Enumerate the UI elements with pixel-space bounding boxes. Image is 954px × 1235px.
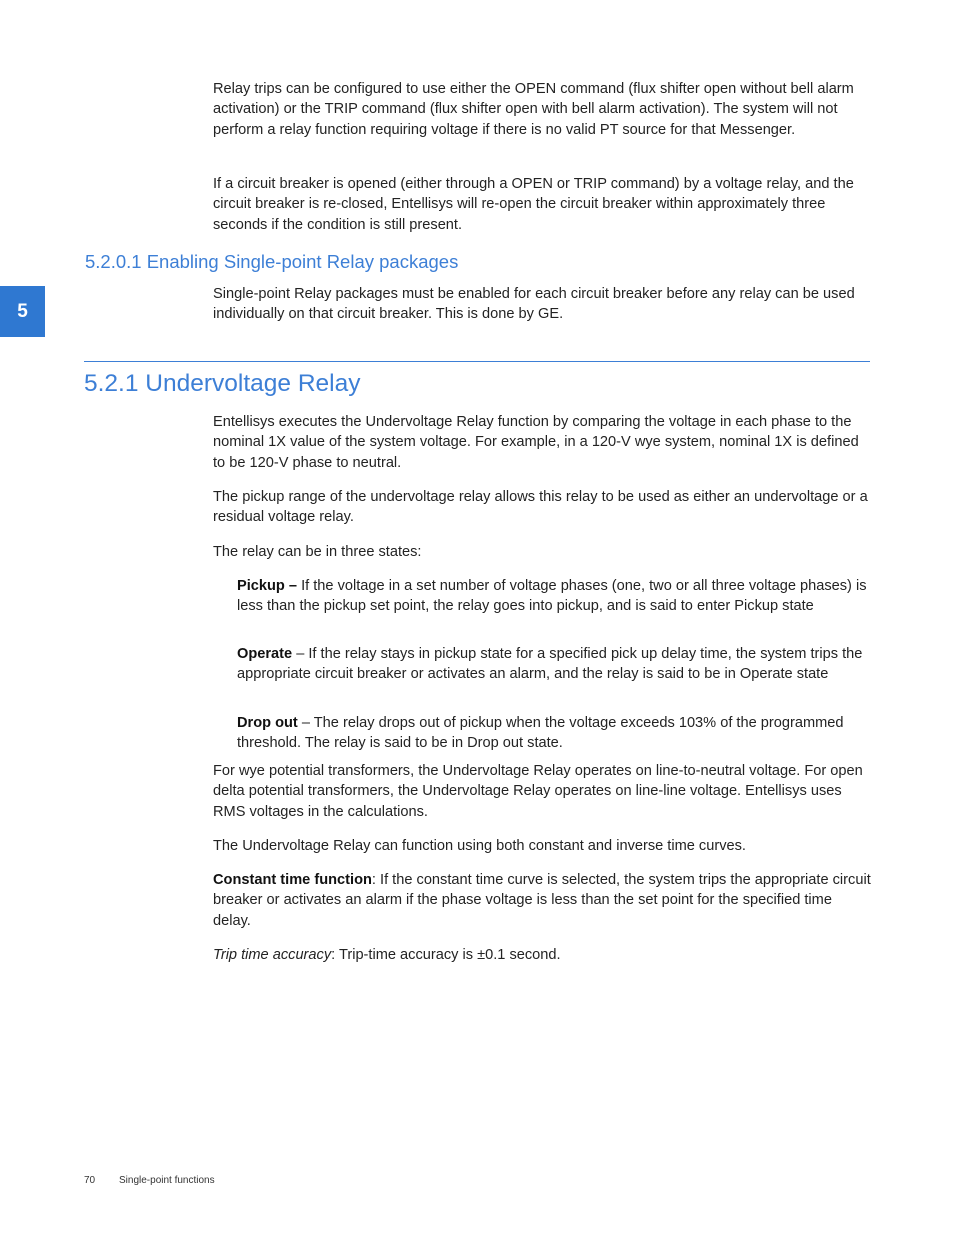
state-term: Operate [237, 646, 293, 662]
undervoltage-paragraph-3: The relay can be in three states: [213, 544, 422, 560]
trip-accuracy-paragraph [213, 945, 873, 965]
intro-paragraph-2: If a circuit breaker is opened (either through a OPEN or TRIP command) by a voltage relay, and the circuit breaker is re-closed, Entellisys will re-open the circuit breaker within approximately three seconds if the condition is still present. [213, 176, 854, 233]
undervoltage-paragraph-4: For wye potential transformers, the Undervoltage Relay operates on line-to-neutral voltage. For open delta potential transformers, the Undervoltage Relay operates on line-line voltage. Entellisys uses RMS voltages in the calculations. [213, 763, 863, 820]
footer-section-name: Single-point functions [119, 1175, 215, 1186]
constant-time-paragraph [213, 870, 873, 931]
section-5201-paragraph: Single-point Relay packages must be enabled for each circuit breaker before any relay can be used individually on that circuit breaker. This is done by GE. [213, 286, 855, 323]
state-term: Drop out [237, 715, 298, 731]
state-pickup [237, 576, 873, 617]
state-drop-out [237, 713, 873, 754]
state-text: If the voltage in a set number of voltage phases (one, two or all three voltage phases) is less than the pickup set point, the relay goes into pickup, and is said to enter Pickup state [237, 578, 867, 615]
constant-time-term: Constant time function [213, 872, 372, 888]
section-heading-521: 5.2.1 Undervoltage Relay [84, 370, 361, 397]
section-heading-5201: 5.2.0.1 Enabling Single-point Relay packages [85, 251, 459, 272]
chapter-tab: 5 [0, 286, 45, 337]
state-text: – If the relay stays in pickup state for a specified pick up delay time, the system trips the appropriate circuit breaker or activates an alarm, and the relay is said to be in Operate state [237, 646, 863, 683]
state-term: Pickup – [237, 578, 298, 594]
section-divider [84, 361, 870, 362]
undervoltage-paragraph-5: The Undervoltage Relay can function using both constant and inverse time curves. [213, 838, 746, 854]
undervoltage-paragraph-2: The pickup range of the undervoltage relay allows this relay to be used as either an undervoltage or a residual voltage relay. [213, 489, 868, 526]
page-number: 70 [84, 1175, 96, 1186]
state-text: – The relay drops out of pickup when the voltage exceeds 103% of the programmed threshold. The relay is said to be in Drop out state. [237, 715, 844, 752]
state-operate [237, 644, 873, 685]
trip-accuracy-term: Trip time accuracy [213, 947, 332, 963]
constant-time-text: : If the constant time curve is selected, the system trips the appropriate circuit breaker or activates an alarm if the phase voltage is less than the set point for the specified time delay. [213, 872, 871, 929]
intro-paragraph-1: Relay trips can be configured to use either the OPEN command (flux shifter open without bell alarm activation) or the TRIP command (flux shifter open with bell alarm activation). The system will not perform a relay function requiring voltage if there is no valid PT source for that Messenger. [213, 81, 854, 138]
trip-accuracy-text: : Trip-time accuracy is ±0.1 second. [331, 947, 561, 963]
undervoltage-paragraph-1: Entellisys executes the Undervoltage Relay function by comparing the voltage in each phase to the nominal 1X value of the system voltage. For example, in a 120-V wye system, nominal 1X is defined to be 120-V phase to neutral. [213, 414, 859, 471]
